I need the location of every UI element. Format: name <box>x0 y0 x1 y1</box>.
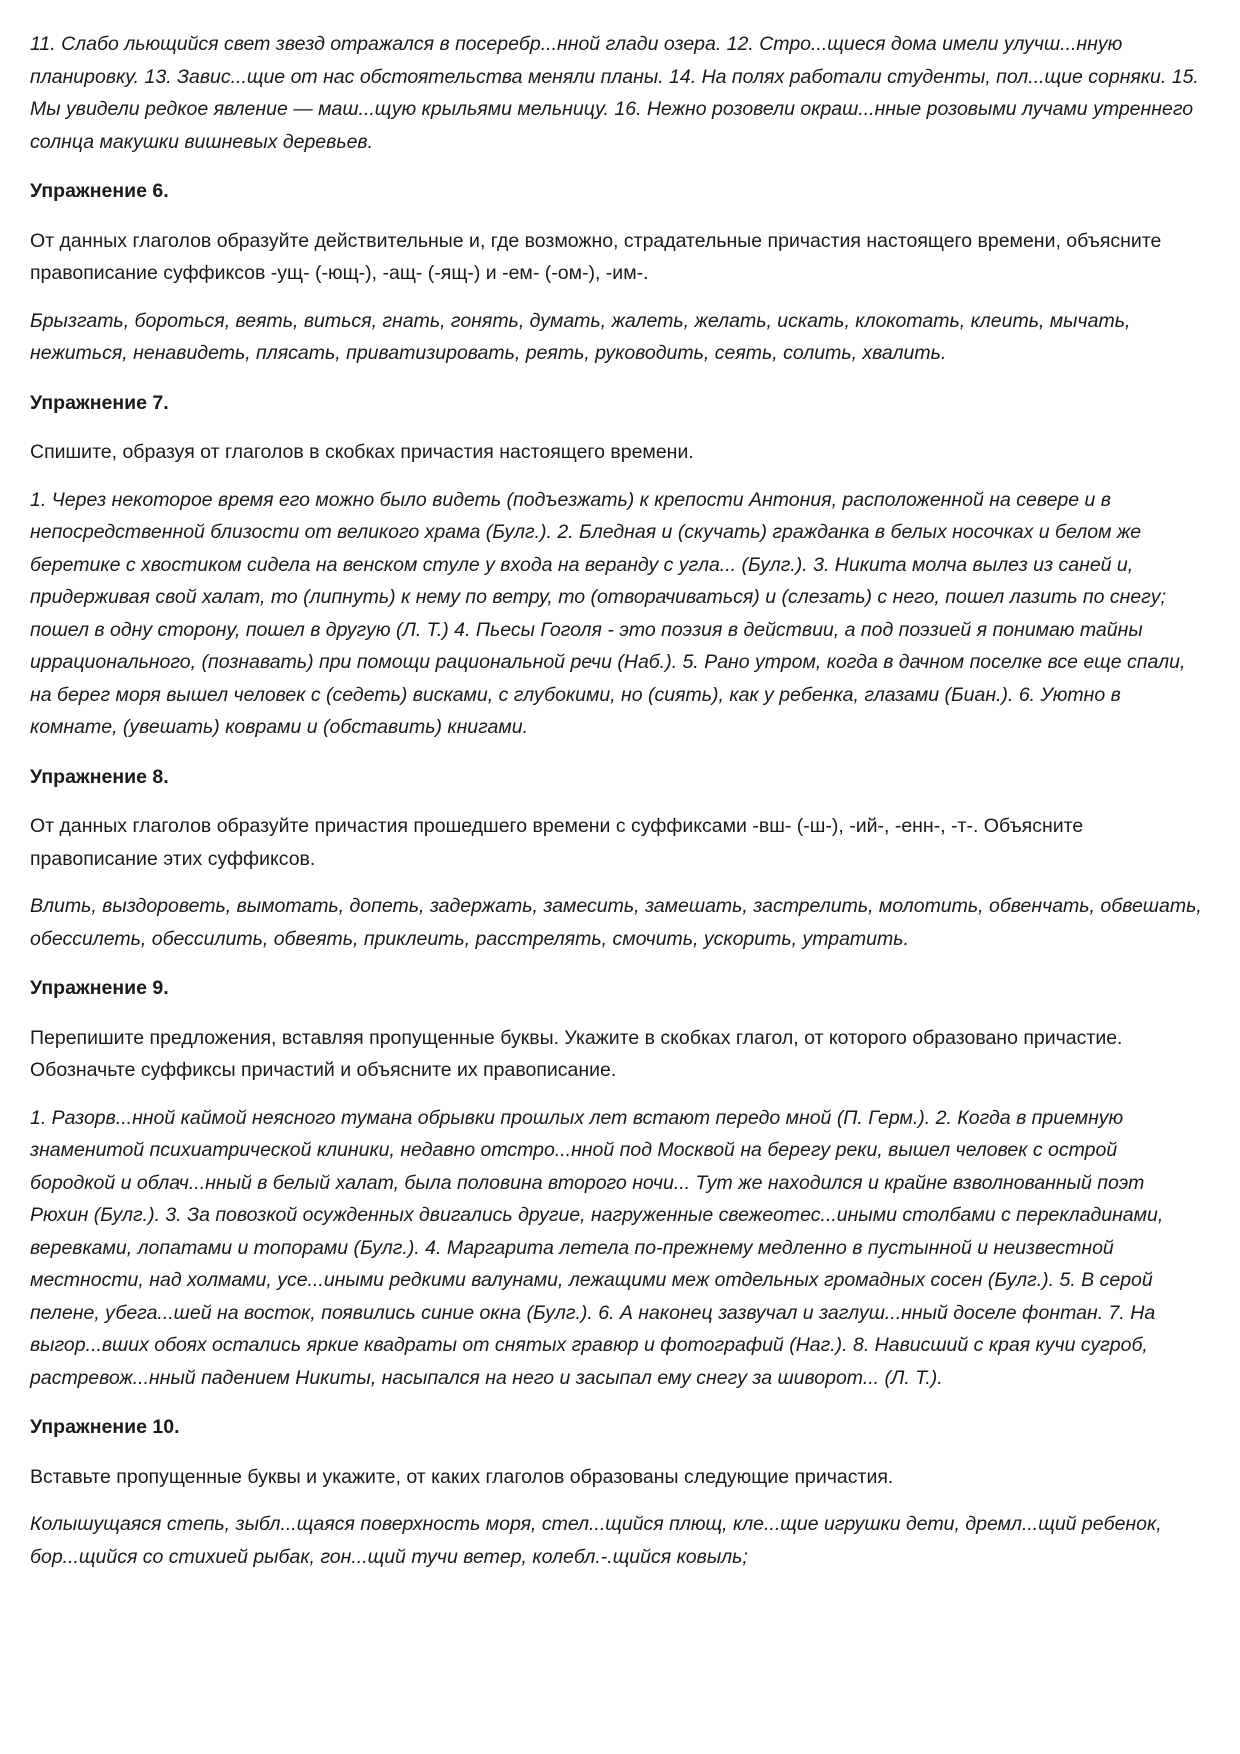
exercise-content: 1. Через некоторое время его можно было видеть (подъезжать) к крепости Антония, расположенной на севере и в непосредственной близости от великого храма (Булг.). 2. Бледная и (скучать) гражданка в белых носочках и белом же беретике с хвостиком сидела на венском стуле у входа на веранду с угла... (Булг.). 3. Никита молча вылез из саней и, придерживая свой халат, то (липнуть) к нему по ветру, то (отворачиваться) и (слезать) с него, пошел лазить по снегу; пошел в одну сторону, пошел в другую (Л. Т.) 4. Пьесы Гоголя - это поэзия в действии, а под поэзией я понимаю тайны иррационального, (познавать) при помощи рациональной речи (Наб.). 5. Рано утром, когда в дачном поселке все еще спали, на берег моря вышел человек с (седеть) висками, с глубокими, но (сиять), как у ребенка, глазами (Биан.). 6. Уютно в комнате, (увешать) коврами и (обставить) книгами. <box>30 488 1186 738</box>
exercise-task: Перепишите предложения, вставляя пропущенные буквы. Укажите в скобках глагол, от которого образовано причастие. Обозначьте суффиксы причастий и объясните их правописание. <box>30 1026 1123 1081</box>
exercise-10 <box>30 1411 1202 1573</box>
exercise-heading: Упражнение 9. <box>30 977 169 999</box>
exercise-9 <box>30 972 1202 1394</box>
exercise-content: Колышущаяся степь, зыбл...щаяся поверхность моря, стел...щийся плющ, кле...щие игрушки дети, дремл...щий ребенок, бор...щийся со стихией рыбак, гон...щий тучи ветер, колебл.-.щийся ковыль; <box>30 1513 1162 1568</box>
exercise-task: От данных глаголов образуйте действительные и, где возможно, страдательные причастия настоящего времени, объясните правописание суффиксов -ущ- (-ющ-), -ащ- (-ящ-) и -ем- (-ом-), -им-. <box>30 229 1162 284</box>
exercise-8 <box>30 761 1202 956</box>
exercise-content: Влить, выздороветь, вымотать, допеть, задержать, замесить, замешать, застрелить, молотить, обвенчать, обвешать, обессилеть, обессилить, обвеять, приклеить, расстрелять, смочить, ускорить, утратить. <box>30 895 1202 950</box>
exercise-heading: Упражнение 10. <box>30 1416 180 1438</box>
exercise-heading: Упражнение 8. <box>30 765 169 788</box>
exercise-task: От данных глаголов образуйте причастия прошедшего времени с суффиксами -вш- (-ш-), -ий-, -енн-, -т-. Объясните правописание этих суффиксов. <box>30 815 1084 870</box>
exercise-task: Вставьте пропущенные буквы и укажите, от каких глаголов образованы следующие причастия. <box>30 1465 894 1488</box>
exercise-7 <box>30 387 1202 744</box>
exercise-heading: Упражнение 6. <box>30 180 169 202</box>
exercise-content: Брызгать, бороться, веять, виться, гнать, гонять, думать, жалеть, желать, искать, клокотать, клеить, мычать, нежиться, ненавидеть, плясать, приватизировать, реять, руководить, сеять, солить, хвалить. <box>30 309 1131 364</box>
exercise-heading: Упражнение 7. <box>30 391 169 414</box>
exercise-content: 1. Разорв...нной каймой неясного тумана обрывки прошлых лет встают передо мной (П. Герм.). 2. Когда в приемную знаменитой психиатрической клиники, недавно отстро...нной под Москвой на берегу реки, вышел человек с острой бородкой и облач...нный в белый халат, была половина второго ночи... Тут же находился и крайне взволнованный поэт Рюхин (Булг.). 3. За повозкой осужденных двигались другие, нагруженные свежеотес...иными столбами с перекладинами, веревками, лопатами и топорами (Булг.). 4. Маргарита летела по-прежнему медленно в пустынной и неизвестной местности, над холмами, усе...иными редкими валунами, лежащими меж отдельных громадных сосен (Булг.). 5. В серой пелене, убега...шей на восток, появились синие окна (Булг.). 6. А наконец зазвучал и заглуш...нный доселе фонтан. 7. На выгор...вших обоях остались яркие квадраты от снятых гравюр и фотографий (Наг.). 8. Нависший с края кучи сугроб, растревож...нный падением Никиты, насыпался на него и засыпал ему снегу за шиворот... (Л. Т.). <box>30 1106 1164 1389</box>
document-page <box>30 28 1202 1573</box>
exercise-task: Спишите, образуя от глаголов в скобках причастия настоящего времени. <box>30 441 694 463</box>
intro-continuation-text: 11. Слабо льющийся свет звезд отражался в посеребр...нной глади озера. 12. Стро...щиеся дома имели улучш...нную планировку. 13. Завис...щие от нас обстоятельства меняли планы. 14. На полях работали студенты, пол...щие сорняки. 15. Мы увидели редкое явление — маш...щую крыльями мельницу. 16. Нежно розовели окраш...нные розовыми лучами утреннего солнца макушки вишневых деревьев. <box>30 33 1199 153</box>
exercise-6 <box>30 175 1202 370</box>
